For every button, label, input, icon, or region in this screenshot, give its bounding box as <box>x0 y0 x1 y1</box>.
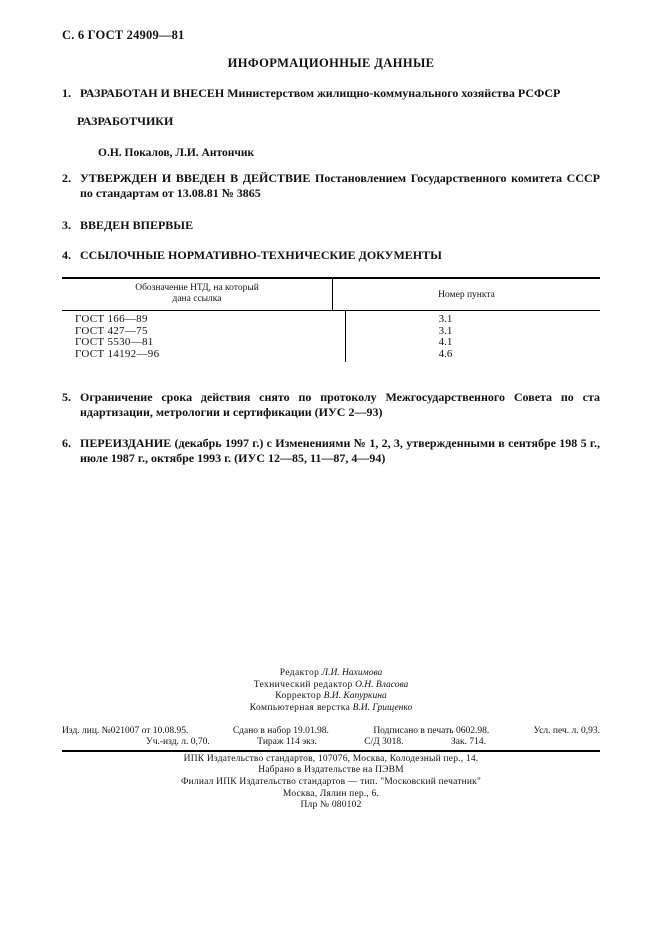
item-3-text: ВВЕДЕН ВПЕРВЫЕ <box>80 218 194 232</box>
item-4-number: 4. <box>62 248 71 262</box>
publication-data-line1 <box>62 726 600 737</box>
item-1-number: 1. <box>62 86 71 100</box>
colophon <box>62 668 600 812</box>
item-1 <box>62 86 600 101</box>
pub-circulation: Тираж 114 экз. <box>257 736 317 747</box>
credit-layout: Компьютерная верстка В.И. Грищенко <box>249 703 413 714</box>
pub-license: Изд. лиц. №021007 от 10.08.95. <box>62 725 189 736</box>
table-row-point: 4.1 <box>438 336 453 348</box>
table-row-point: 4.6 <box>438 347 453 360</box>
reference-table <box>62 277 600 362</box>
pub-edition-sheets: Уч.-изд. л. 0,70. <box>146 736 210 747</box>
table-row-point: 3.1 <box>438 313 453 325</box>
printer-name: Филиал ИПК Издательство стандартов — тип. "Московский печатник" <box>180 777 482 787</box>
item-2-text: УТВЕРЖДЕН И ВВЕДЕН В ДЕЙСТВИЕ Постановлением Государственного комитета СССР по стандартам от 13.08.81 № 3865 <box>80 171 600 200</box>
pub-print-sheets: Усл. печ. л. 0,93. <box>533 725 600 736</box>
table-row-gost: ГОСТ 14192—96 <box>75 347 160 360</box>
publication-data-line2 <box>146 737 486 748</box>
publisher-address-block <box>62 754 600 812</box>
pub-typeset-date: Сдано в набор 19.01.98. <box>232 725 329 736</box>
page-header: С. 6 ГОСТ 24909—81 <box>62 28 185 42</box>
item-1-text: РАЗРАБОТАН И ВНЕСЕН Министерством жилищно-коммунального хозяйства РСФСР <box>80 86 561 100</box>
publisher-address: ИПК Издательство стандартов, 107076, Москва, Колодезный пер., 14. <box>183 753 479 764</box>
item-3-number: 3. <box>62 218 71 232</box>
item-2-number: 2. <box>62 171 71 185</box>
document-title: ИНФОРМАЦИОННЫЕ ДАННЫЕ <box>227 56 435 70</box>
developers-names: О.Н. Покалов, Л.И. Антончик <box>98 147 255 159</box>
item-4 <box>62 248 600 263</box>
pub-order-number: Зак. 714. <box>451 736 486 747</box>
printer-address: Москва, Лялин пер., 6. <box>282 788 380 799</box>
pub-print-date: Подписано в печать 0602.98. <box>373 725 490 736</box>
item-5 <box>62 390 600 420</box>
credit-technical-editor: Технический редактор О.Н. Власова <box>253 679 409 690</box>
item-3 <box>62 218 600 233</box>
typeset-note: Набрано в Издательстве на ПЭВМ <box>258 765 404 776</box>
reference-table-body <box>62 311 600 362</box>
credit-editor: Редактор Л.И. Нахимова <box>279 668 383 678</box>
table-row-gost: ГОСТ 427—75 <box>75 324 148 337</box>
item-6-number: 6. <box>62 436 71 450</box>
horizontal-rule <box>62 750 600 752</box>
reference-table-header <box>62 279 600 311</box>
developers-label: РАЗРАБОТЧИКИ <box>77 114 174 128</box>
ntd-column <box>62 311 346 362</box>
credit-corrector: Корректор В.И. Капуркина <box>275 691 387 702</box>
table-row-gost: ГОСТ 5530—81 <box>75 336 154 348</box>
item-6-text: ПЕРЕИЗДАНИЕ (декабрь 1997 г.) с Изменениями № 1, 2, 3, утвержденными в сентябре 198 5 г., июле 1987 г., октябре 1993 г. (ИУС 12—85, 11—87, 4—94) <box>80 436 600 465</box>
print-license-number: Плр № 080102 <box>300 800 362 811</box>
point-column <box>346 311 600 362</box>
column-header-point: Номер пункта <box>438 289 495 300</box>
document-body <box>62 28 600 466</box>
column-header-ntd: Обозначение НТД, на который дана ссылка <box>62 279 333 310</box>
item-5-text: Ограничение срока действия снято по протоколу Межгосударственного Совета по ста ндартизации, метрологии и сертификации (ИУС 2—93) <box>80 390 600 419</box>
table-row-point: 3.1 <box>438 324 453 337</box>
item-6 <box>62 436 600 466</box>
item-2 <box>62 171 600 201</box>
item-5-number: 5. <box>62 390 71 404</box>
pub-sd-number: С/Д 3018. <box>364 736 404 747</box>
item-4-text: ССЫЛОЧНЫЕ НОРМАТИВНО-ТЕХНИЧЕСКИЕ ДОКУМЕНТЫ <box>80 248 442 262</box>
table-row-gost: ГОСТ 166—89 <box>75 313 148 325</box>
